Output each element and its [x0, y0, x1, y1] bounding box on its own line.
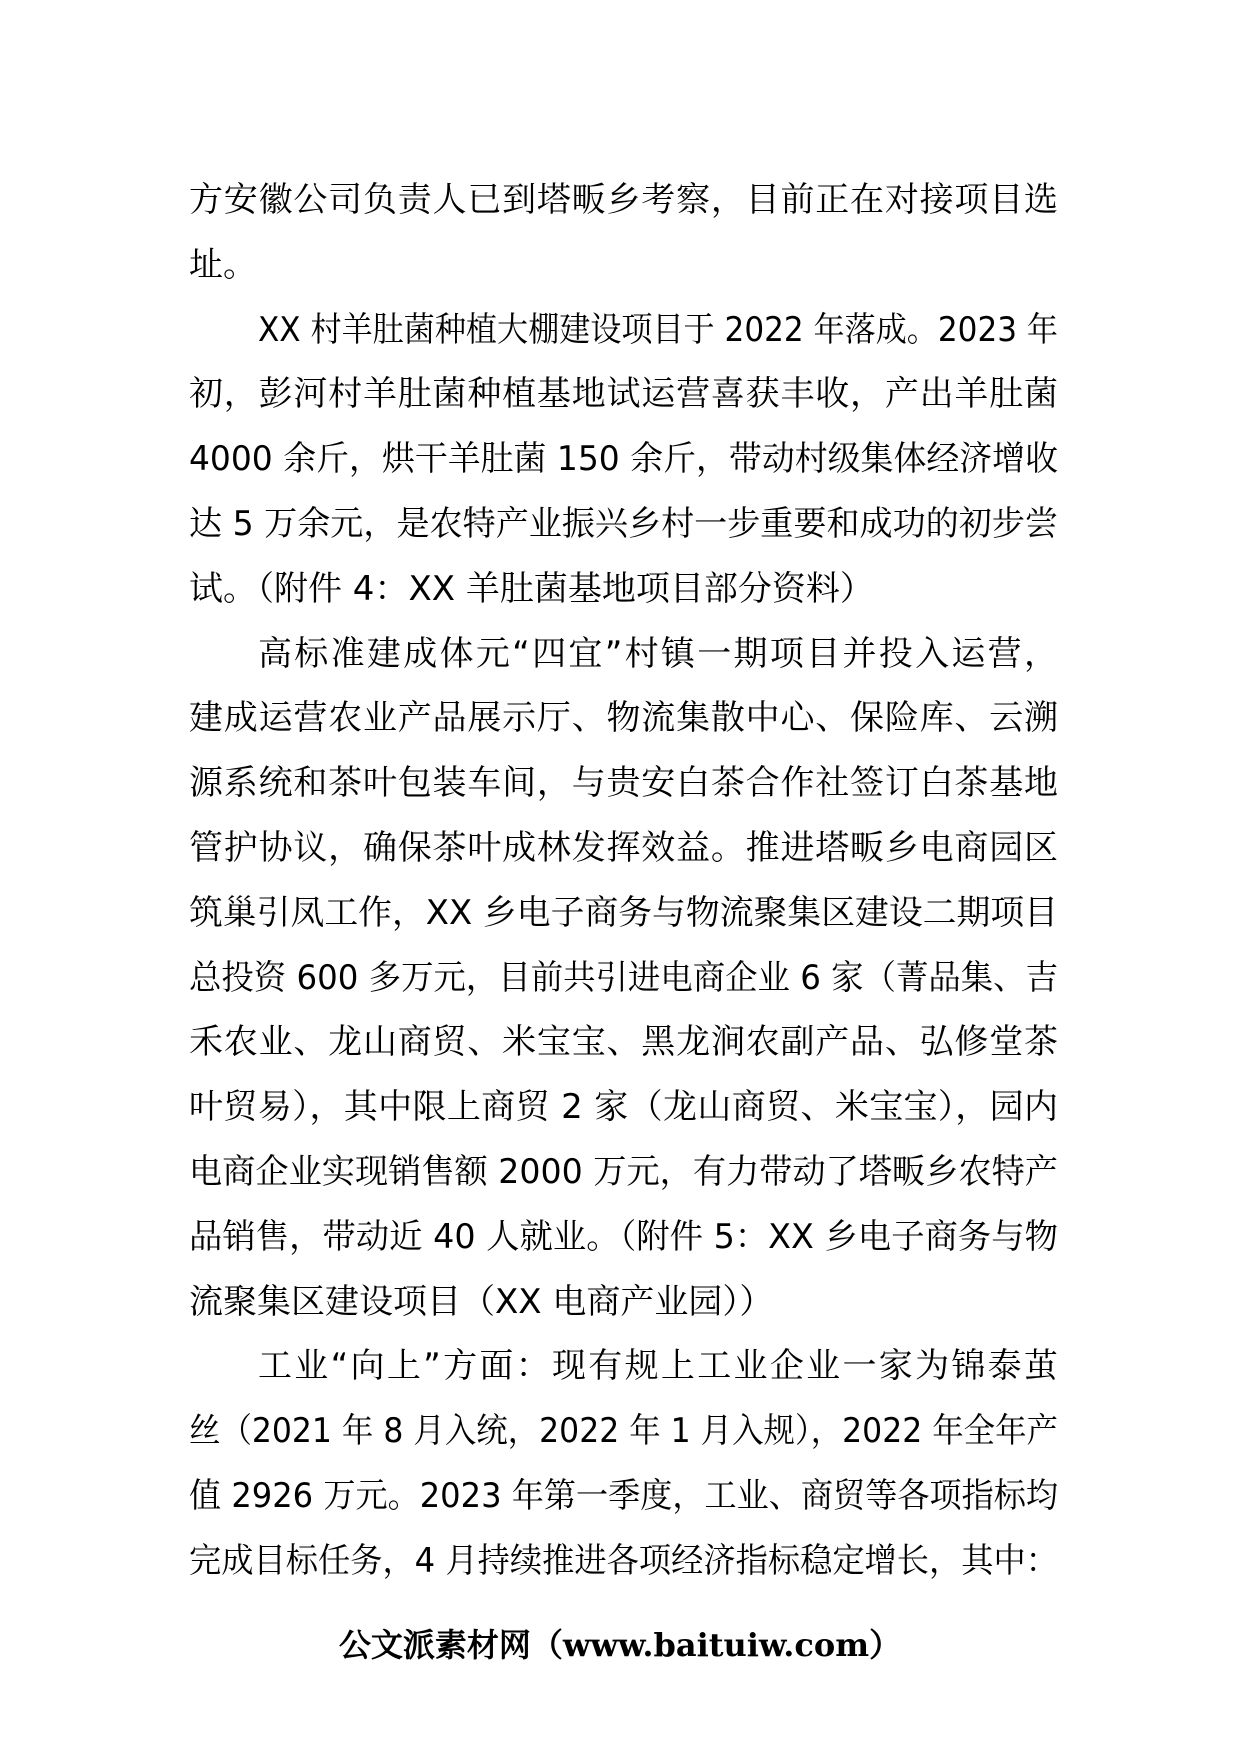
text-line: [189, 168, 1058, 233]
text-line: [189, 557, 1058, 622]
paragraph: [189, 1334, 1061, 1593]
text-line: [189, 1399, 1058, 1464]
text-line-content: XX 村羊肚菌种植大棚建设项目于 2022 年落成。2023 年: [258, 309, 1058, 350]
text-line-content: 初，彭河村羊肚菌种植基地试运营喜获丰收，产出羊肚菌: [189, 374, 1059, 415]
text-line: [189, 1010, 1058, 1075]
text-line-content: 管护协议，确保茶叶成林发挥效益。推进塔畈乡电商园区: [189, 827, 1059, 868]
text-line: [189, 1205, 1058, 1270]
text-line: [189, 1334, 1061, 1399]
text-line: [189, 1529, 1058, 1594]
text-line-content: 达 5 万余元，是农特产业振兴乡村一步重要和成功的初步尝: [189, 503, 1058, 544]
text-line: [189, 881, 1058, 946]
text-line-content: 值 2926 万元。2023 年第一季度，工业、商贸等各项指标均: [189, 1475, 1058, 1516]
text-line: [189, 686, 1058, 751]
text-line: [189, 1464, 1058, 1529]
text-line-content: 建成运营农业产品展示厅、物流集散中心、保险库、云溯: [189, 698, 1059, 739]
footer-watermark: 公文派素材网（www.baituiw.com）: [338, 1626, 902, 1664]
text-line-content: 址。: [189, 244, 257, 285]
text-line: [189, 1270, 1058, 1335]
text-line-content: 工业“向上”方面：现有规上工业企业一家为锦泰茧: [258, 1346, 1061, 1387]
text-line-content: 完成目标任务，4 月持续推进各项经济指标稳定增长，其中：: [189, 1540, 1058, 1581]
text-line-content: 4000 余斤，烘干羊肚菌 150 余斤，带动村级集体经济增收: [189, 439, 1058, 480]
text-line-content: 方安徽公司负责人已到塔畈乡考察，目前正在对接项目选: [189, 180, 1059, 220]
text-line-content: 筑巢引凤工作，XX 乡电子商务与物流聚集区建设二期项目: [189, 892, 1058, 933]
text-line: [189, 362, 1058, 427]
text-line-content: 品销售，带动近 40 人就业。（附件 5：XX 乡电子商务与物: [189, 1216, 1058, 1257]
text-line: [189, 233, 1058, 298]
text-line-content: 总投资 600 多万元，目前共引进电商企业 6 家（菁品集、吉: [189, 957, 1058, 998]
text-line-content: 高标准建成体元“四宜”村镇一期项目并投入运营，: [258, 633, 1061, 674]
text-line: [189, 427, 1058, 492]
text-line: [189, 298, 1058, 363]
text-line-content: 流聚集区建设项目（XX 电商产业园））: [189, 1281, 774, 1322]
text-line: [189, 492, 1058, 557]
paragraph: [189, 622, 1061, 1335]
paragraph: [189, 168, 1058, 298]
text-line-content: 电商企业实现销售额 2000 万元，有力带动了塔畈乡农特产: [189, 1151, 1058, 1192]
text-line-content: 禾农业、龙山商贸、米宝宝、黑龙涧农副产品、弘修堂茶: [189, 1022, 1059, 1063]
text-line-content: 丝（2021 年 8 月入统，2022 年 1 月入规），2022 年全年产: [189, 1411, 1058, 1452]
document-body: [189, 168, 1061, 1594]
text-line-content: 试。（附件 4：XX 羊肚菌基地项目部分资料）: [189, 568, 874, 609]
text-line-content: 源系统和茶叶包装车间，与贵安白茶合作社签订白茶基地: [189, 763, 1059, 804]
text-line: [189, 751, 1058, 816]
paragraph: [189, 298, 1058, 622]
text-line-content: 叶贸易），其中限上商贸 2 家（龙山商贸、米宝宝），园内: [189, 1087, 1059, 1128]
text-line: [189, 1075, 1058, 1140]
text-line: [189, 816, 1058, 881]
text-line: [189, 1140, 1058, 1205]
text-line: [189, 622, 1061, 687]
text-line: [189, 946, 1058, 1011]
